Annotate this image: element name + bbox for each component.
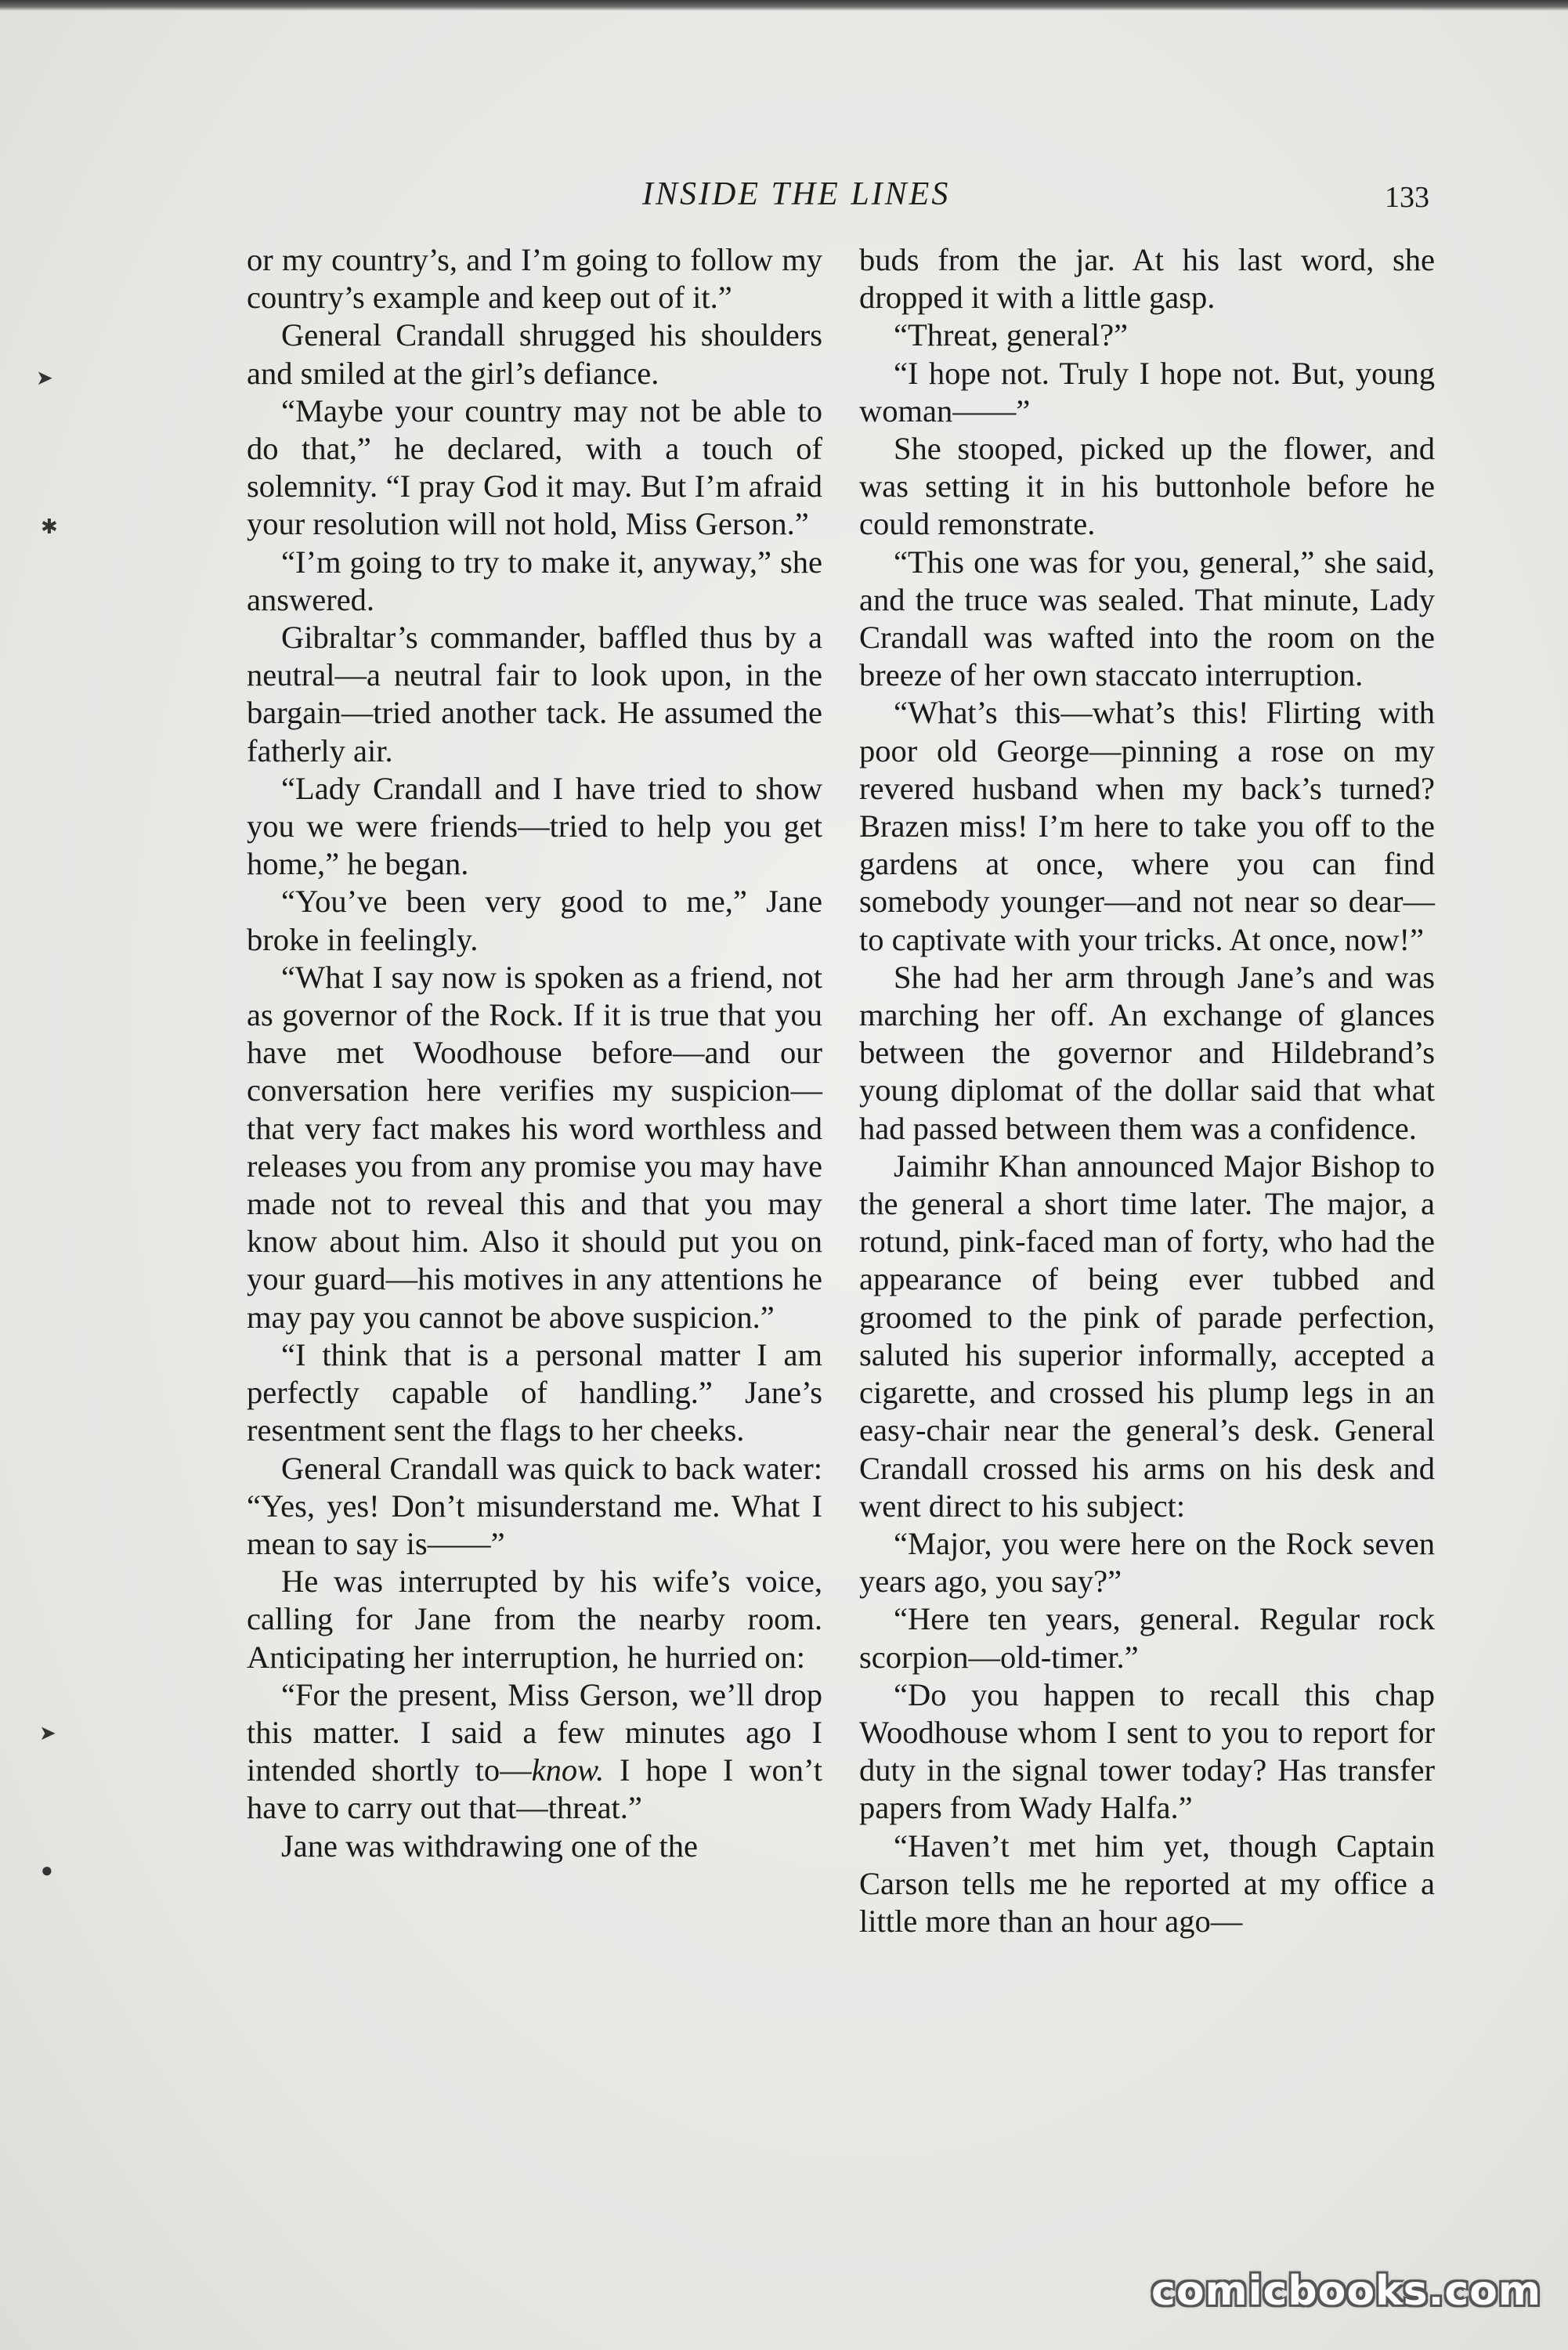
paragraph: “Major, you were here on the Rock seven years ago, you say?”	[859, 1525, 1435, 1600]
paragraph: “You’ve been very good to me,” Jane broke in feelingly.	[247, 884, 822, 957]
paragraph: “I’m going to try to make it, anyway,” she answered.	[247, 544, 822, 617]
page-header	[0, 171, 1568, 218]
paragraph: She stooped, picked up the flower, and was setting it in his buttonhole before he could remonstrate.	[859, 431, 1435, 542]
paragraph: “What I say now is spoken as a friend, not as governor of the Rock. If it is true that you have met Woodhouse before—and our conversation here verifies my suspicion—that very fact makes his word worthless and releases you from any promise you may have made not to reveal this and that you may know about him. Also it should put you on your guard—his motives in any attentions he may pay you cannot be above suspicion.”	[247, 959, 822, 1335]
margin-mark: ➤	[39, 1722, 56, 1744]
running-title: INSIDE THE LINES	[642, 176, 951, 212]
paragraph-text: “For the present, Miss Gerson, we’ll drop this matter. I said a few minutes ago I intended shortly to—	[247, 1676, 822, 1788]
paragraph: “Here ten years, general. Regular rock scorpion—old-timer.”	[859, 1601, 1435, 1675]
paragraph: Gibraltar’s commander, baffled thus by a neutral—a neutral fair to look upon, in the bargain—tried another tack. He assumed the fatherly air.	[247, 620, 822, 768]
paragraph: She had her arm through Jane’s and was marching her off. An exchange of glances between the governor and Hildebrand’s young diplomat of the dollar said that what had passed between them was a confidence.	[859, 959, 1435, 1146]
paragraph: “Threat, general?”	[894, 317, 1129, 353]
paragraph-text: I hope I won’t have to carry out that—threat.”	[247, 1752, 822, 1826]
paragraph: or my country’s, and I’m going to follow my country’s example and keep out of it.”	[247, 242, 822, 316]
watermark-logo: comicbooks.com	[1151, 2268, 1542, 2315]
text-column-left	[247, 241, 822, 1865]
paragraph: “Do you happen to recall this chap Woodhouse whom I sent to you to report for duty in the signal tower today? Has transfer papers from Wady Halfa.”	[859, 1676, 1435, 1826]
paragraph: General Crandall shrugged his shoulders and smiled at the girl’s defiance.	[247, 317, 822, 391]
page-number: 133	[1385, 181, 1429, 214]
paragraph: General Crandall was quick to back water: “Yes, yes! Don’t misunderstand me. What I mean to say is——”	[247, 1450, 822, 1561]
paragraph: “I think that is a personal matter I am perfectly capable of handling.” Jane’s resentment sent the flags to her cheeks.	[247, 1336, 822, 1448]
paragraph	[247, 1676, 822, 1828]
paragraph: Jaimihr Khan announced Major Bishop to the general a short time later. The major, a rotund, pink-faced man of forty, who had the appearance of being ever tubbed and groomed to the pink of parade perfection, saluted his superior informally, accepted a cigarette, and crossed his plump legs in an easy-chair near the general’s desk. General Crandall crossed his arms on his desk and went direct to his subject:	[859, 1148, 1435, 1524]
paragraph: He was interrupted by his wife’s voice, calling for Jane from the nearby room. Anticipating her interruption, he hurried on:	[247, 1564, 822, 1675]
paragraph: “What’s this—what’s this! Flirting with poor old George—pinning a rose on my revered husband when my back’s turned? Brazen miss! I’m here to take you off to the gardens at once, where you can find somebody younger—and not near so dear—to captivate with your tricks. At once, now!”	[859, 695, 1435, 957]
paragraph: “Haven’t met him yet, though Captain Carson tells me he reported at my office a little more than an hour ago—	[859, 1828, 1435, 1939]
margin-mark: ➤	[36, 367, 53, 389]
margin-mark: ✱	[41, 515, 58, 538]
paragraph: “Lady Crandall and I have tried to show you we were friends—tried to help you get home,” he began.	[247, 770, 822, 882]
text-column-right	[859, 241, 1435, 1940]
italic-word: know.	[531, 1752, 605, 1788]
paragraph: “Maybe your country may not be able to do that,” he declared, with a touch of solemnity. “I pray God it may. But I’m afraid your resolution will not hold, Miss Gerson.”	[247, 392, 822, 542]
margin-mark: ●	[41, 1859, 53, 1882]
paragraph: “This one was for you, general,” she said, and the truce was sealed. That minute, Lady Crandall was wafted into the room on the breeze of her own staccato interruption.	[859, 544, 1435, 693]
paragraph: buds from the jar. At his last word, she dropped it with a little gasp.	[859, 242, 1435, 316]
paragraph: “I hope not. Truly I hope not. But, young woman——”	[859, 355, 1435, 428]
paragraph: Jane was withdrawing one of the	[281, 1828, 698, 1864]
page-top-edge	[0, 0, 1568, 11]
